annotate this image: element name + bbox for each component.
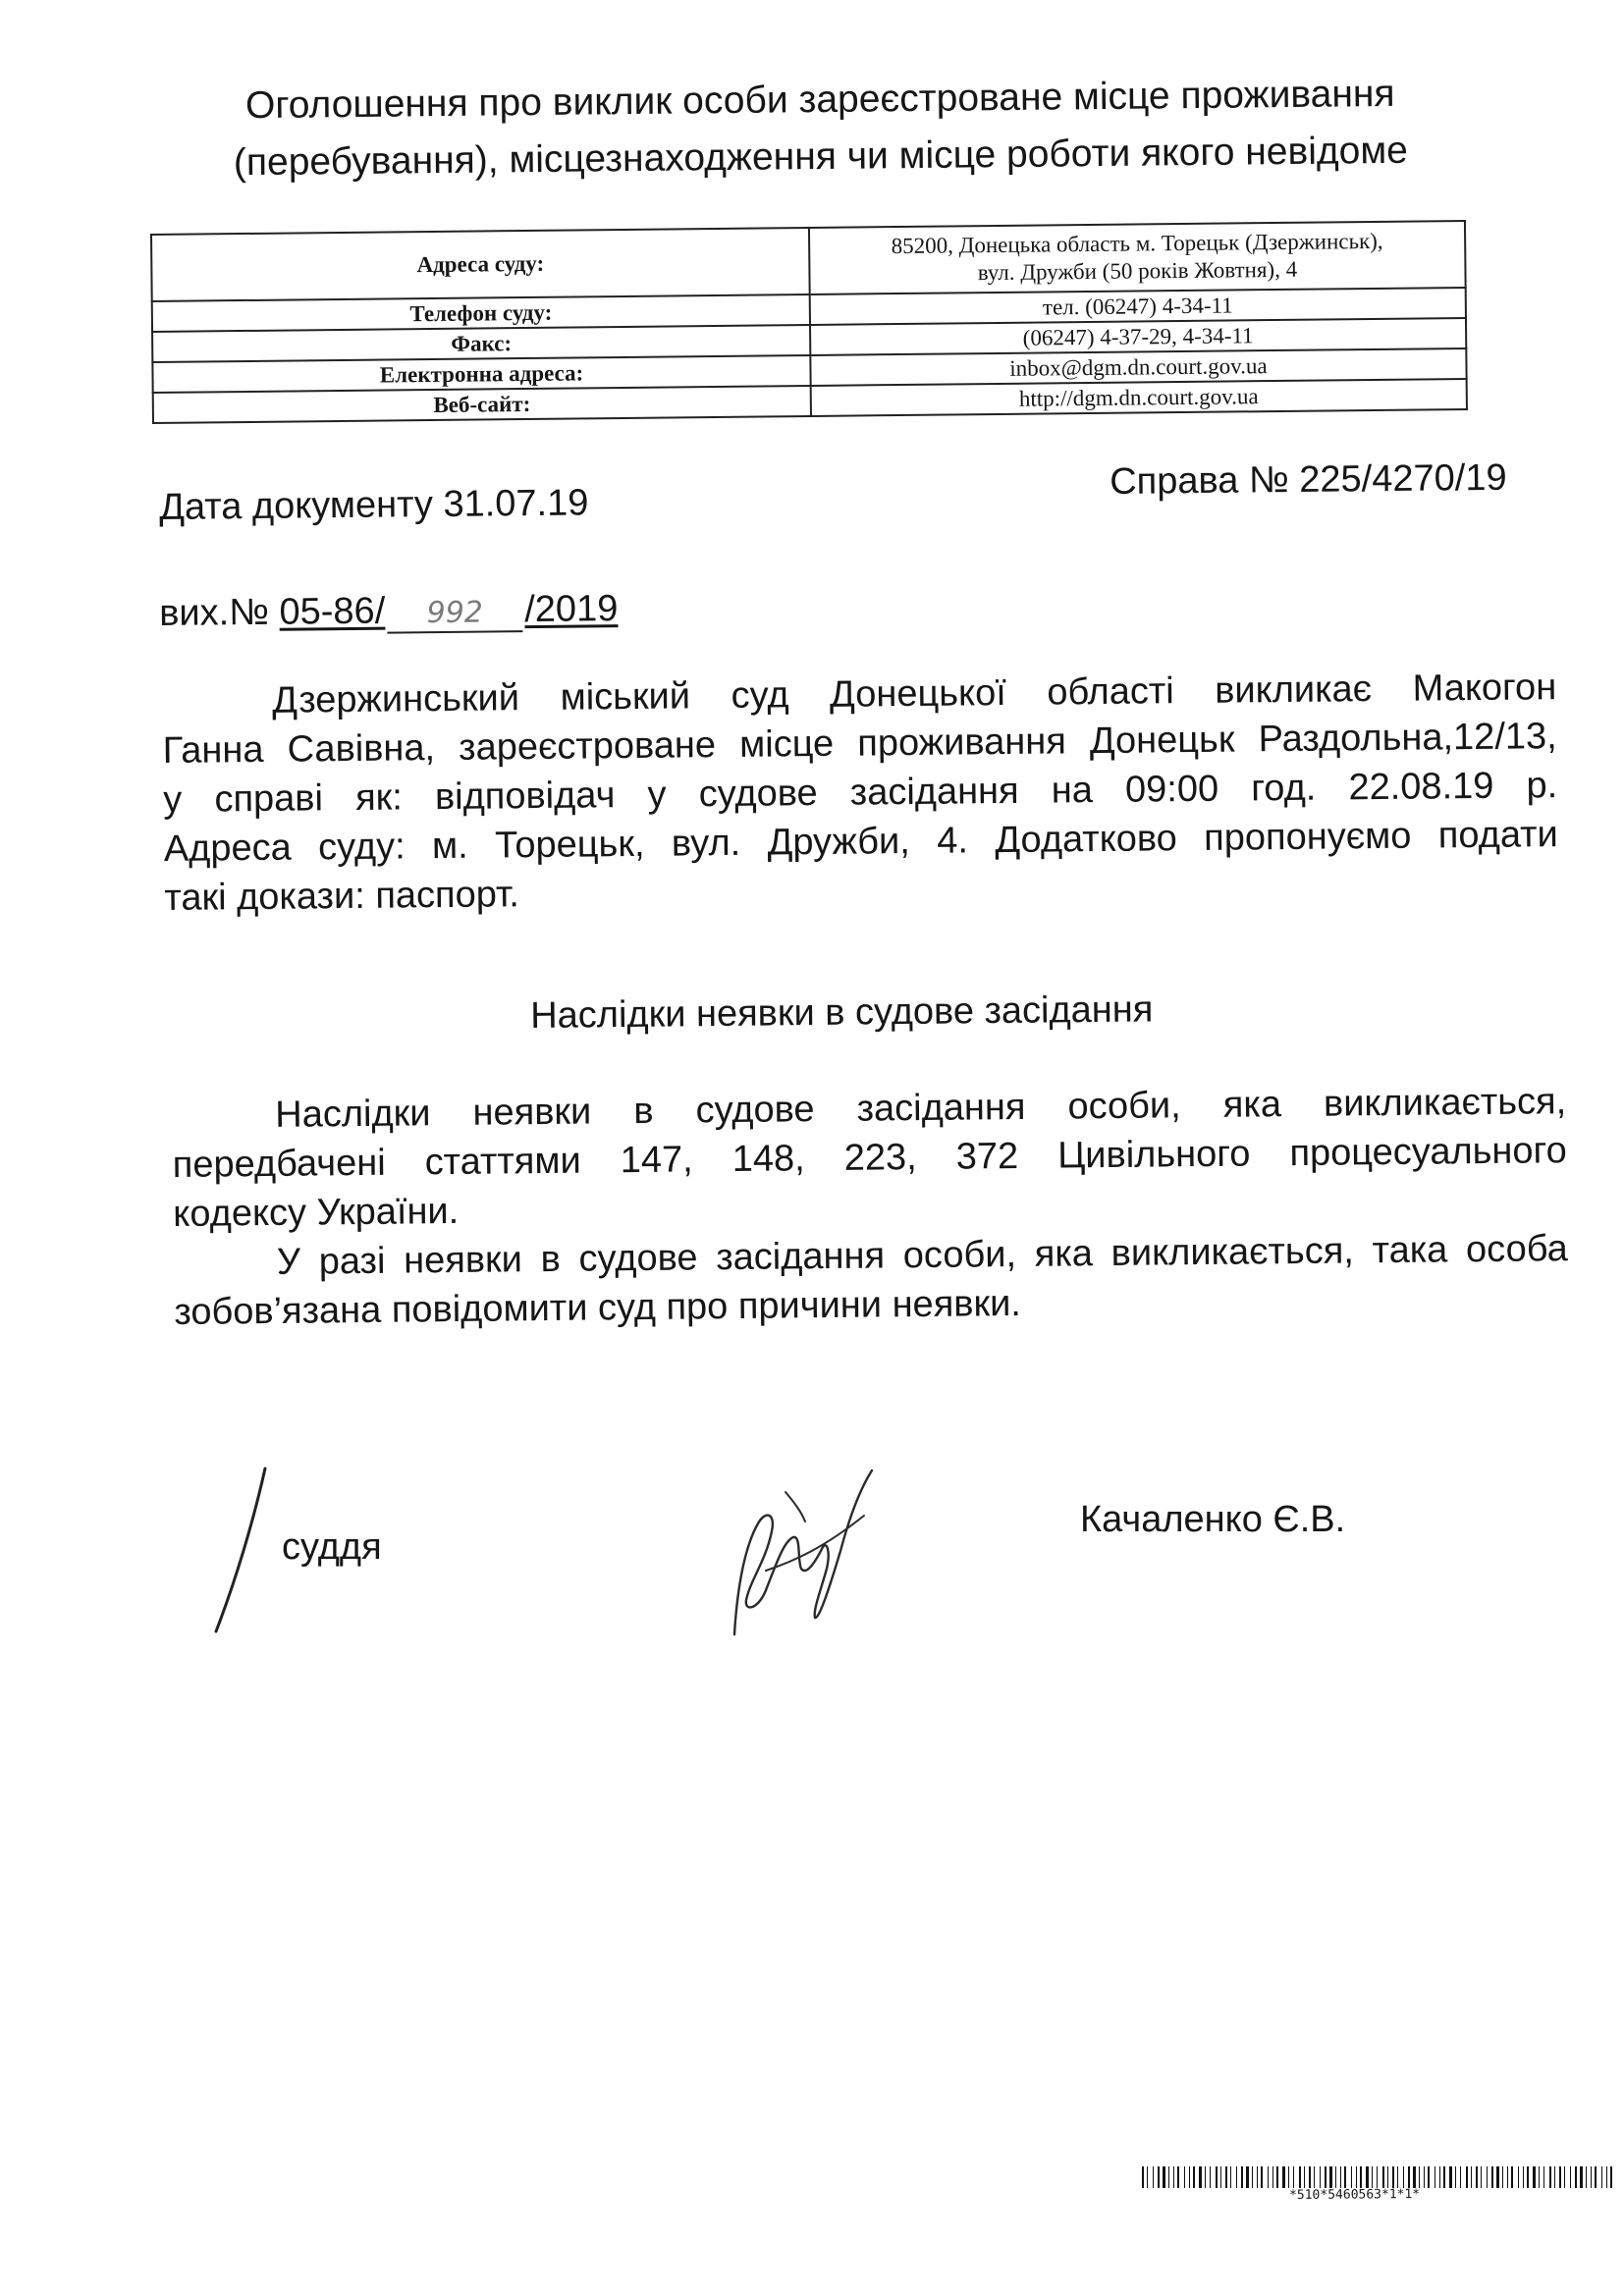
- barcode-bar: [1610, 2166, 1612, 2188]
- barcode-bar: [1335, 2166, 1336, 2188]
- barcode-bar: [1293, 2166, 1294, 2188]
- outgoing-prefix: вих.№: [159, 591, 280, 634]
- barcode-bar: [1153, 2166, 1154, 2188]
- barcode-bar: [1216, 2166, 1218, 2188]
- barcode-bar: [1177, 2166, 1179, 2188]
- consequences-section: [172, 1077, 1569, 1337]
- judge-name: Качаленко Є.В.: [1080, 1499, 1346, 1540]
- obligation-line-1: У разі неявки в судове засідання особи, яка викликається, така особа: [276, 1228, 1568, 1283]
- barcode-bar: [1225, 2166, 1227, 2188]
- court-address-label: Адреса суду:: [151, 228, 810, 301]
- court-phone-value: тел. (06247) 4-34-11: [810, 288, 1466, 325]
- barcode-bar: [1360, 2166, 1362, 2188]
- summons-line-4: Адреса суду: м. Торецьк, вул. Дружби, 4. Додатково пропонуємо подати: [163, 814, 1558, 870]
- barcode-bar: [1403, 2166, 1404, 2188]
- barcode-bar: [1419, 2166, 1420, 2188]
- barcode-bar: [1543, 2166, 1544, 2188]
- barcode-bar: [1272, 2166, 1273, 2188]
- barcode-bar: [1392, 2166, 1394, 2188]
- barcode-bar: [1387, 2166, 1388, 2188]
- barcode-bar: [1282, 2166, 1285, 2188]
- barcode-bar: [1460, 2166, 1461, 2188]
- barcode-bar: [1246, 2166, 1249, 2188]
- case-number: Справа № 225/4270/19: [1110, 456, 1507, 503]
- barcode-bar: [1372, 2166, 1373, 2188]
- barcode-bar: [1549, 2166, 1551, 2188]
- barcode-bar: [1601, 2166, 1602, 2188]
- barcode-bar: [1580, 2166, 1583, 2188]
- consequences-line-2: передбачені статтями 147, 148, 223, 372 Цивільного процесуального: [172, 1130, 1567, 1186]
- obligation-line-2: зобов’язана повідомити суд про причини неявки.: [174, 1282, 1022, 1333]
- barcode-bar: [1158, 2166, 1160, 2188]
- barcode-bar: [1377, 2166, 1378, 2188]
- barcode-bar: [1606, 2166, 1607, 2188]
- barcode-bar: [1487, 2166, 1488, 2188]
- court-fax-value: (06247) 4-37-29, 4-34-11: [810, 318, 1466, 355]
- barcode-bar: [1309, 2166, 1311, 2188]
- barcode-bar: [1163, 2166, 1165, 2188]
- barcode-bar: [1511, 2166, 1513, 2188]
- barcode-bar: [1329, 2166, 1332, 2188]
- barcode-bar: [1147, 2166, 1148, 2188]
- barcode-bar: [1397, 2166, 1398, 2188]
- barcode-bar: [1439, 2166, 1440, 2188]
- outgoing-handwritten-number: 992: [387, 595, 522, 633]
- barcode-bar: [1595, 2166, 1597, 2188]
- court-phone-label: Телефон суду:: [152, 294, 810, 332]
- barcode-number: *510*5460563*1*1*: [1289, 2187, 1421, 2203]
- barcode-bar: [1554, 2166, 1555, 2188]
- outgoing-part-2: /2019: [524, 588, 619, 631]
- barcode-bar: [1184, 2166, 1185, 2188]
- barcode-bar: [1314, 2166, 1315, 2188]
- barcode-bar: [1356, 2166, 1357, 2188]
- barcode-bar: [1382, 2166, 1384, 2188]
- title-line-2: (перебування), місцезнаходження чи місце роботи якого невідоме: [233, 129, 1409, 185]
- barcode-bar: [1205, 2166, 1206, 2188]
- court-address-value: [809, 221, 1466, 294]
- barcode-bar: [1476, 2166, 1478, 2188]
- barcode-bar: [1586, 2166, 1587, 2188]
- barcode-bar: [1325, 2166, 1326, 2188]
- summons-line-2: Ганна Савівна, зареєстроване місце проживання Донецьк Раздольна,12/13,: [162, 716, 1557, 772]
- barcode-bar: [1366, 2166, 1369, 2188]
- barcode-bar: [1199, 2166, 1202, 2188]
- barcode-bar: [1408, 2166, 1410, 2188]
- barcode-bar: [1443, 2166, 1445, 2188]
- barcode-bar: [1299, 2166, 1301, 2188]
- outgoing-part-1: 05-86/: [279, 590, 386, 633]
- barcode-bar: [1471, 2166, 1472, 2188]
- barcode-bar: [1591, 2166, 1592, 2188]
- barcode-bar: [1210, 2166, 1211, 2188]
- barcode-bar: [1539, 2166, 1540, 2188]
- consequences-line-1: Наслідки неявки в судове засідання особи, яка викликається,: [275, 1081, 1567, 1136]
- court-fax-label: Факс:: [152, 325, 810, 362]
- barcode-bar: [1230, 2166, 1231, 2188]
- summons-paragraph: [162, 663, 1559, 923]
- barcode-bar: [1575, 2166, 1577, 2188]
- barcode-bar: [1340, 2166, 1341, 2188]
- barcode-bar: [1268, 2166, 1269, 2188]
- court-info-table: [150, 220, 1468, 424]
- court-email-value: inbox@dgm.dn.court.gov.ua: [810, 348, 1466, 386]
- barcode-bar: [1220, 2166, 1221, 2188]
- barcode-bar: [1449, 2166, 1452, 2188]
- consequences-heading: Наслідки неявки в судове засідання: [530, 988, 1154, 1037]
- court-email-label: Електронна адреса:: [152, 355, 810, 393]
- barcode-bar: [1168, 2166, 1169, 2188]
- court-address-line-1: 85200, Донецька область м. Торецьк (Дзержинськ),: [891, 228, 1383, 259]
- summons-line-5: такі докази: паспорт.: [164, 874, 520, 919]
- barcode-bar: [1481, 2166, 1482, 2188]
- court-address-line-2: вул. Дружби (50 років Жовтня), 4: [977, 256, 1298, 286]
- barcode-bar: [1455, 2166, 1456, 2188]
- document-title: [167, 65, 1474, 192]
- outgoing-number: [159, 588, 619, 636]
- barcode-bar: [1570, 2166, 1571, 2188]
- barcode-bar: [1236, 2166, 1237, 2188]
- barcode-bar: [1241, 2166, 1243, 2188]
- barcode-bar: [1518, 2166, 1519, 2188]
- barcode-bar: [1527, 2166, 1529, 2188]
- document-date: Дата документу 31.07.19: [159, 482, 589, 528]
- barcode-bar: [1351, 2166, 1352, 2188]
- court-website-value: http://dgm.dn.court.gov.ua: [811, 379, 1467, 416]
- barcode-bar: [1261, 2166, 1263, 2188]
- barcode-bar: [1257, 2166, 1258, 2188]
- barcode-bar: [1466, 2166, 1468, 2188]
- barcode-bar: [1189, 2166, 1190, 2188]
- barcode-bar: [1276, 2166, 1278, 2188]
- barcode-bar: [1304, 2166, 1305, 2188]
- slash-mark: [206, 1463, 275, 1639]
- barcode-bar: [1142, 2166, 1144, 2188]
- judge-role: суддя: [282, 1526, 382, 1568]
- summons-line-1: Дзержинський міський суд Донецької області викликає Макогон: [272, 667, 1557, 721]
- barcode-bar: [1252, 2166, 1253, 2188]
- barcode-bar: [1523, 2166, 1524, 2188]
- barcode-bar: [1288, 2166, 1289, 2188]
- barcode-bar: [1413, 2166, 1416, 2188]
- barcode-bar: [1533, 2166, 1536, 2188]
- title-line-1: Оголошення про виклик особи зареєстроване місце проживання: [244, 72, 1395, 128]
- barcode-bar: [1564, 2166, 1565, 2188]
- barcode-bar: [1344, 2166, 1346, 2188]
- barcode-bar: [1173, 2166, 1174, 2188]
- summons-line-3: у справі як: відповідач у судове засідання на 09:00 год. 22.08.19 р.: [163, 765, 1558, 821]
- barcode-bar: [1502, 2166, 1503, 2188]
- court-website-label: Веб-сайт:: [153, 386, 811, 423]
- consequences-line-3: кодексу України.: [173, 1190, 460, 1235]
- barcode-bar: [1507, 2166, 1508, 2188]
- barcode-graphic: [1142, 2166, 1615, 2188]
- barcode-bar: [1428, 2166, 1430, 2188]
- barcode-bar: [1193, 2166, 1195, 2188]
- judge-signature: [707, 1453, 884, 1649]
- barcode-bar: [1320, 2166, 1321, 2188]
- barcode-bar: [1491, 2166, 1493, 2188]
- barcode-bar: [1559, 2166, 1561, 2188]
- barcode-bar: [1496, 2166, 1499, 2188]
- barcode-bar: [1424, 2166, 1425, 2188]
